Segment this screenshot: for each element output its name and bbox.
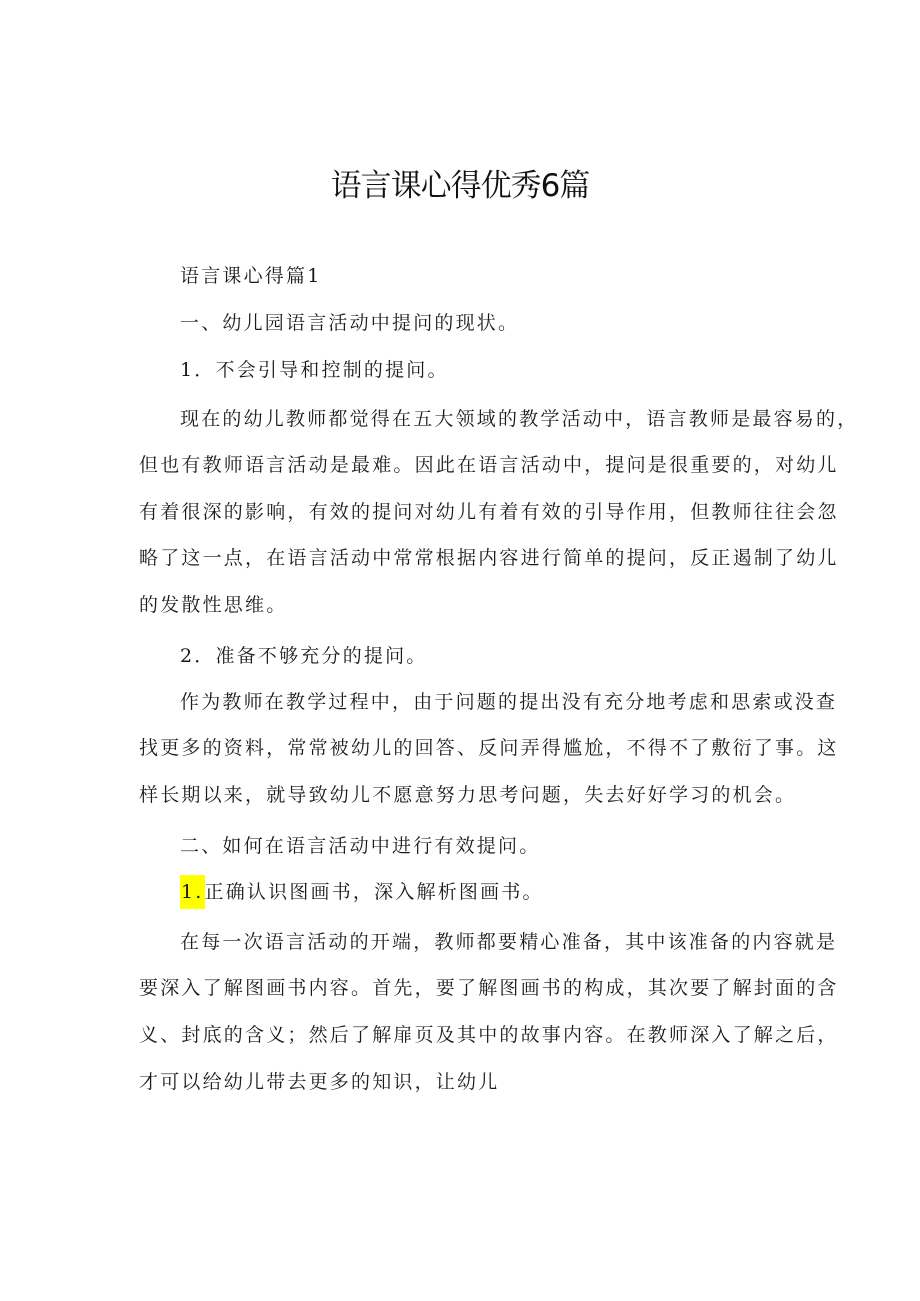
paragraph-1-line: 有着很深的影响，有效的提问对幼儿有着有效的引导作用，但教师往往会忽 — [139, 501, 839, 523]
paragraph-1-line: 略了这一点，在语言活动中常常根据内容进行简单的提问，反正遏制了幼儿 — [139, 547, 839, 569]
section-heading: 语言课心得篇1 — [180, 265, 322, 287]
paragraph-3-line: 要深入了解图画书内容。首先，要了解图画书的构成，其次要了解封面的含 — [139, 977, 839, 999]
paragraph-1-line: 的发散性思维。 — [139, 594, 288, 616]
paragraph-3-line: 才可以给幼儿带去更多的知识，让幼儿 — [139, 1071, 500, 1093]
heading-2: 二、如何在语言活动中进行有效提问。 — [180, 835, 541, 857]
list-item-2: 2．准备不够充分的提问。 — [180, 645, 428, 667]
list-item-3 — [180, 880, 544, 904]
heading-1: 一、幼儿园语言活动中提问的现状。 — [180, 312, 520, 334]
highlighted-number: 1. — [180, 875, 205, 909]
paragraph-3-line: 在每一次语言活动的开端，教师都要精心准备，其中该准备的内容就是 — [180, 931, 838, 953]
paragraph-3-line: 义、封底的含义；然后了解扉页及其中的故事内容。在教师深入了解之后， — [139, 1024, 839, 1046]
paragraph-2-line: 样长期以来，就导致幼儿不愿意努力思考问题，失去好好学习的机会。 — [139, 784, 797, 806]
paragraph-2-line: 找更多的资料，常常被幼儿的回答、反问弄得尴尬，不得不了敷衍了事。这 — [139, 737, 839, 759]
paragraph-1-line: 现在的幼儿教师都觉得在五大领域的教学活动中，语言教师是最容易的， — [180, 408, 859, 430]
paragraph-2-line: 作为教师在教学过程中，由于问题的提出没有充分地考虑和思索或没查 — [180, 691, 838, 713]
document-title: 语言课心得优秀6篇 — [330, 168, 590, 204]
paragraph-1-line: 但也有教师语言活动是最难。因此在语言活动中，提问是很重要的，对幼儿 — [139, 454, 839, 476]
list-item-3-text: 正确认识图画书，深入解析图画书。 — [204, 881, 544, 903]
list-item-1: 1．不会引导和控制的提问。 — [180, 359, 449, 381]
